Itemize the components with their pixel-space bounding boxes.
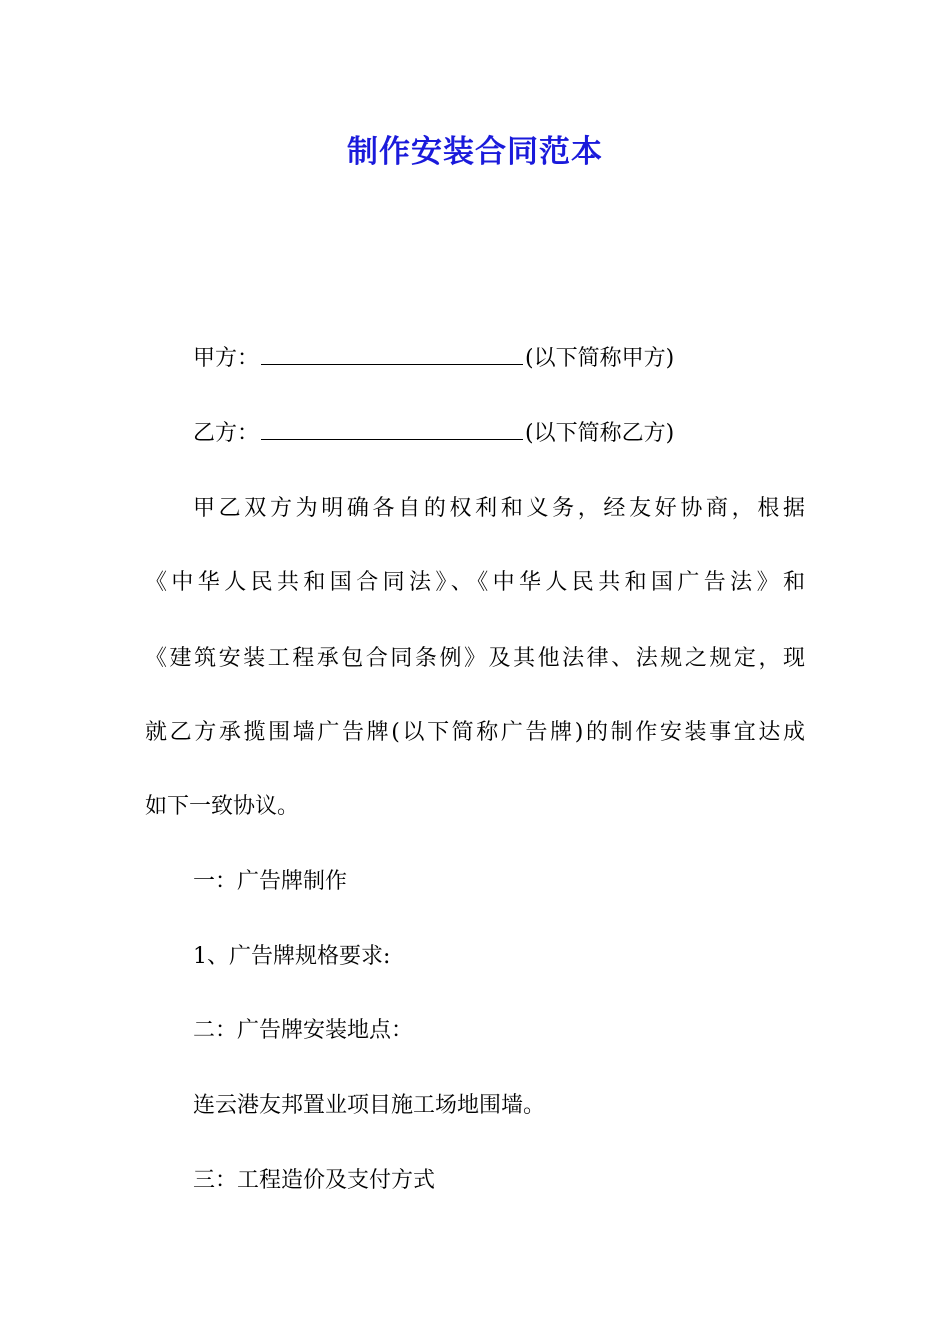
party-a-line <box>193 344 674 374</box>
party-b-suffix: (以下简称乙方) <box>525 421 675 446</box>
intro-line: 《建筑安装工程承包合同条例》及其他法律、法规之规定，现 <box>145 646 805 671</box>
section-heading: 三：工程造价及支付方式 <box>193 1168 436 1193</box>
intro-line: 甲乙双方为明确各自的权利和义务，经友好协商，根据 <box>193 496 805 521</box>
intro-line: 就乙方承揽围墙广告牌(以下简称广告牌)的制作安装事宜达成 <box>145 720 805 745</box>
party-b-line <box>193 419 674 449</box>
intro-line: 如下一致协议。 <box>145 794 300 819</box>
party-a-blank[interactable] <box>261 346 523 365</box>
party-b-label: 乙方： <box>193 421 260 446</box>
section-text: 连云港友邦置业项目施工场地围墙。 <box>193 1093 546 1118</box>
party-a-suffix: (以下简称甲方) <box>525 346 675 371</box>
intro-line: 《中华人民共和国合同法》、《中华人民共和国广告法》和 <box>145 570 805 595</box>
party-a-label: 甲方： <box>193 346 260 371</box>
document-title: 制作安装合同范本 <box>347 134 603 170</box>
section-heading: 二：广告牌安装地点： <box>193 1018 414 1043</box>
section-item: 1、广告牌规格要求: <box>193 944 391 969</box>
section-heading: 一：广告牌制作 <box>193 869 348 894</box>
party-b-blank[interactable] <box>261 421 523 440</box>
